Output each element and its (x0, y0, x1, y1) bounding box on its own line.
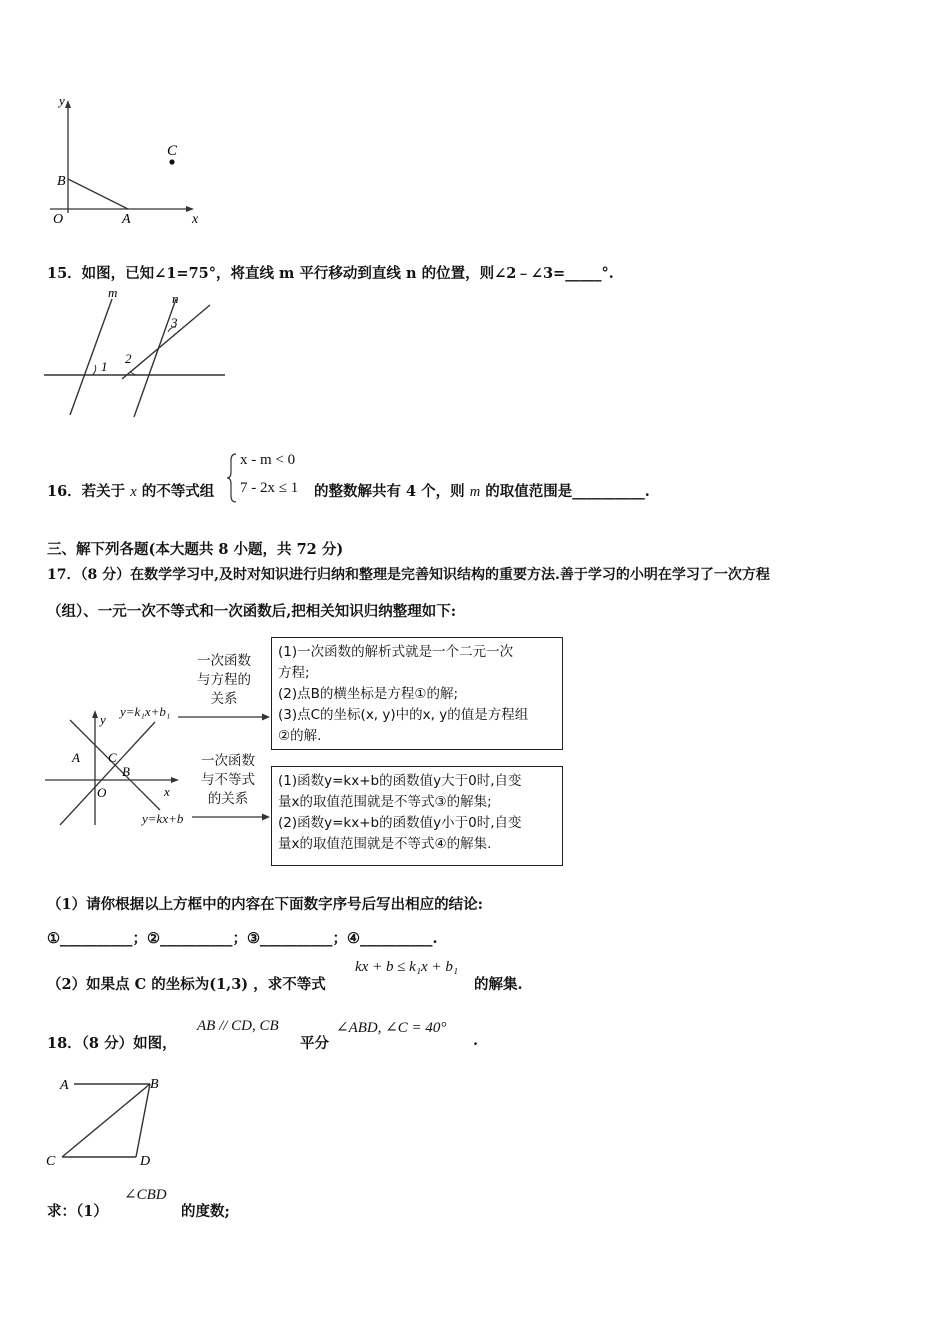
q16-text (47, 480, 214, 501)
arrow-2-icon (190, 812, 272, 822)
point-c (169, 159, 174, 164)
answer-3-blank: __________ (260, 930, 333, 947)
label-c: C (46, 1154, 56, 1169)
equation-relation-box (271, 637, 563, 750)
x-axis-arrow-icon (171, 777, 179, 783)
section-3-title: 三、解下列各题(本大题共 8 小题，共 72 分) (47, 541, 344, 558)
line-n (134, 299, 176, 417)
q17-answer-blanks (47, 927, 438, 948)
rel1-line1: 一次函数 (197, 653, 251, 669)
segment-cb (62, 1084, 150, 1157)
q18-ask-post: 的度数; (181, 1203, 230, 1220)
q17-part2 (47, 973, 326, 994)
q16-ineq2: 7 - 2x ≤ 1 (240, 480, 299, 496)
label-a: A (122, 212, 131, 227)
q18-pre: 18．（8 分）如图， (47, 1035, 177, 1052)
rel1-line2: 与方程的 (197, 672, 251, 688)
label-c: C (167, 143, 178, 159)
q17-line1: 17．（8 分）在数学学习中,及时对知识进行归纳和整理是完善知识结构的重要方法.善于学习的小明在学习了一次方程 (47, 567, 770, 583)
q18-figure (40, 1072, 180, 1172)
q17-part1: （1）请你根据以上方框中的内容在下面数字序号后写出相应的结论: (47, 896, 483, 913)
q15-stem: 15．如图，已知∠1=75°，将直线 m 平行移动到直线 n 的位置，则∠2﹣∠3= (47, 265, 566, 282)
label-x: x (192, 212, 199, 227)
q16-var2: m (469, 484, 481, 500)
relation-equation-label (184, 652, 264, 709)
rel1-line3: 关系 (210, 691, 238, 707)
box2-line3: (2)函数y=kx+b的函数值y小于0时,自变 (278, 815, 522, 831)
answer-1-label: ① (47, 930, 60, 947)
box1-line5: ②的解. (278, 728, 322, 744)
q18-math1: AB // CD, CB (197, 1018, 279, 1034)
label-a: A (72, 750, 80, 765)
label-b: B (122, 764, 130, 779)
q16-end: . (644, 483, 650, 500)
arrow-1-icon (176, 712, 272, 722)
q15-figure (40, 287, 230, 427)
q16-post1: 的整数解共有 4 个，则 (314, 483, 470, 500)
q15-blank: _____ (565, 265, 602, 282)
box1-line4: (3)点C的坐标(x, y)中的x, y的值是方程组 (278, 707, 529, 723)
label-c: C (108, 750, 117, 765)
q18-math2: ∠ABD, ∠C = 40° (336, 1020, 447, 1036)
q16-mid: 的不等式组 (136, 483, 215, 500)
answer-2-blank: __________ (160, 930, 233, 947)
slanted-line (122, 305, 210, 379)
inequality-relation-box (271, 766, 563, 866)
q17-line2: （组）、一元一次不等式和一次函数后,把相关知识归纳整理如下: (47, 603, 457, 620)
q16-brace-icon (226, 452, 238, 504)
q16-ineq1: x - m < 0 (240, 452, 296, 468)
box2-line4: 量x的取值范围就是不等式④的解集. (278, 836, 492, 852)
y-axis-arrow-icon (92, 710, 98, 718)
answers-end: . (432, 930, 438, 947)
box2-line1: (1)函数y=kx+b的函数值y大于0时,自变 (278, 773, 522, 789)
sep-2: ； (232, 930, 247, 947)
label-2: 2 (125, 351, 132, 366)
label-d: D (140, 1154, 151, 1169)
sep-3: ； (332, 930, 347, 947)
rel2-line1: 一次函数 (201, 753, 255, 769)
eq-k-label: y=kx+b (142, 811, 184, 826)
q15-end: °. (601, 265, 614, 282)
q16-var: x (130, 484, 137, 500)
segment-bd (136, 1084, 150, 1157)
label-1: 1 (101, 359, 108, 374)
q14-figure (40, 95, 220, 235)
label-b: B (150, 1077, 159, 1092)
label-o: O (53, 212, 64, 227)
line-k1 (60, 722, 155, 825)
box1-line2: 方程; (278, 665, 310, 681)
rel2-line2: 与不等式 (201, 772, 255, 788)
box2-line2: 量x的取值范围就是不等式③的解集; (278, 794, 492, 810)
label-b: B (57, 174, 66, 189)
label-n: n (172, 291, 179, 306)
q15-text (47, 262, 614, 283)
q18-ask-pre: 求：（1） (47, 1203, 108, 1220)
q16-text-post (314, 480, 650, 501)
q16-post2: 的取值范围是 (480, 483, 573, 500)
label-y: y (100, 712, 106, 727)
angle-1-arc (92, 365, 96, 375)
box1-line1: (1)一次函数的解析式就是一个二元一次 (278, 644, 514, 660)
y-axis-arrow-icon (65, 100, 71, 108)
label-3: 3 (171, 315, 178, 330)
part2-pre: （2）如果点 C 的坐标为(1,3) ，求不等式 (47, 976, 326, 993)
line-k (70, 720, 160, 810)
q18-mid: 平分 (300, 1035, 329, 1052)
eq-k1-label: y=k₁x+b₁ (120, 704, 171, 719)
label-a: A (60, 1078, 69, 1093)
answer-4-blank: __________ (360, 930, 433, 947)
label-m: m (108, 285, 118, 300)
q17-part2-math: kx + b ≤ k₁x + b₁ (355, 959, 459, 975)
segment-ba (68, 179, 128, 209)
relation-inequality-label (188, 752, 268, 809)
label-x: x (164, 784, 170, 799)
line-m (70, 299, 112, 415)
q17-part2-post: 的解集. (474, 976, 523, 993)
sep-1: ； (132, 930, 147, 947)
rel2-line3: 的关系 (207, 791, 249, 807)
q16-blank: __________ (572, 483, 645, 500)
label-o: O (97, 785, 107, 800)
answer-2-label: ② (147, 930, 160, 947)
answer-1-blank: __________ (60, 930, 133, 947)
label-y: y (59, 93, 65, 108)
q18-end: . (473, 1032, 479, 1049)
box1-line3: (2)点B的横坐标是方程①的解; (278, 686, 459, 702)
answer-4-label: ④ (347, 930, 360, 947)
q16-pre: 16．若关于 (47, 483, 131, 500)
q18-ask-math: ∠CBD (124, 1187, 167, 1203)
answer-3-label: ③ (247, 930, 260, 947)
